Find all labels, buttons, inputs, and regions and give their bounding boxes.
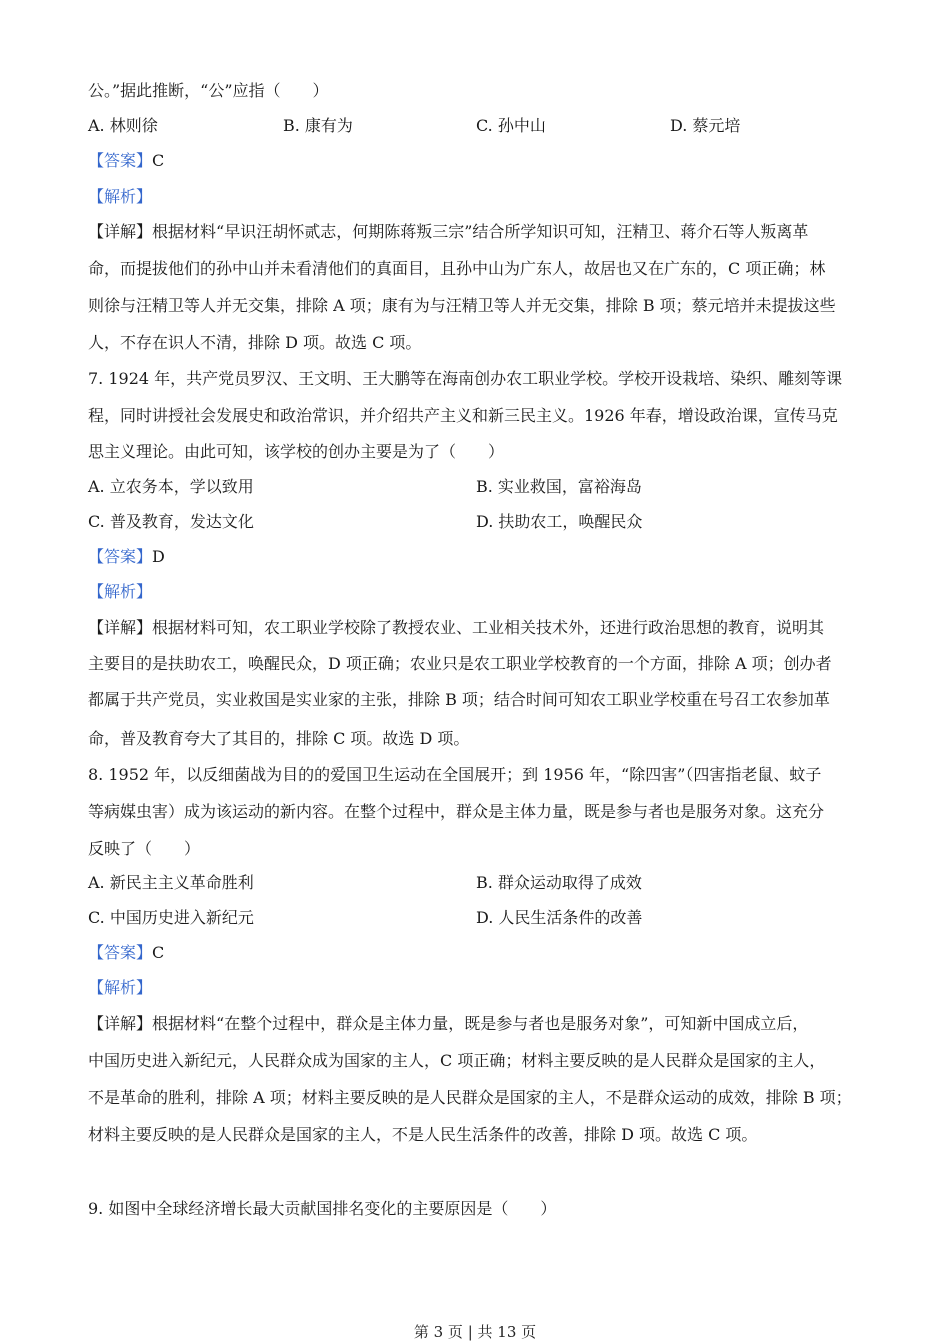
- q6-option-c: C. 孙中山: [476, 116, 546, 135]
- q8-option-d: D. 人民生活条件的改善: [476, 908, 643, 927]
- q7-answer-value: D: [152, 547, 165, 566]
- q8-detail-line-3: 不是革命的胜利，排除 A 项；材料主要反映的是人民群众是国家的主人，不是群众运动的成效，排除 B 项；: [88, 1088, 852, 1107]
- q8-option-a: A. 新民主主义革命胜利: [88, 873, 254, 892]
- q6-stem-end: 公。”据此推断，“公”应指（ ）: [88, 81, 329, 100]
- detail-label: 【详解】: [88, 618, 153, 637]
- q8-answer-line: [88, 942, 878, 964]
- q8-stem-line-3: 反映了（ ）: [88, 839, 201, 858]
- q6-answer-value: C: [152, 151, 165, 170]
- q7-detail-line-4: 命，普及教育夸大了其目的，排除 C 项。故选 D 项。: [88, 729, 470, 748]
- q7-answer-line: [88, 546, 878, 568]
- q6-detail-line-2: 命，而提拔他们的孙中山并未看清他们的真面目，且孙中山为广东人，故居也又在广东的，C 项正确；林: [88, 259, 826, 278]
- q7-stem-line-3: 思主义理论。由此可知，该学校的创办主要是为了（ ）: [88, 442, 505, 461]
- page-footer: 第 3 页 | 共 13 页: [413, 1323, 537, 1341]
- q8-answer-value: C: [152, 943, 165, 962]
- q9-stem: 9. 如图中全球经济增长最大贡献国排名变化的主要原因是（ ）: [88, 1199, 557, 1218]
- q8-detail-text-1: 根据材料“在整个过程中，群众是主体力量，既是参与者也是服务对象”，可知新中国成立后，: [152, 1014, 809, 1033]
- q6-detail-line-3: 则徐与汪精卫等人并无交集，排除 A 项；康有为与汪精卫等人并无交集，排除 B 项；蔡元培并未提拔这些: [88, 296, 836, 315]
- q6-detail-line-1: [88, 221, 878, 243]
- q6-detail-line-4: 人，不存在识人不清，排除 D 项。故选 C 项。: [88, 333, 422, 352]
- detail-label: 【详解】: [88, 222, 153, 241]
- q8-detail-line-1: [88, 1013, 878, 1035]
- q7-option-a: A. 立农务本，学以致用: [88, 477, 254, 496]
- q8-detail-line-2: 中国历史进入新纪元，人民群众成为国家的主人，C 项正确；材料主要反映的是人民群众是国家的主人，: [88, 1051, 826, 1070]
- q7-detail-text-1: 根据材料可知，农工职业学校除了教授农业、工业相关技术外，还进行政治思想的教育，说明其: [152, 618, 825, 637]
- q7-stem-line-2: 程，同时讲授社会发展史和政治常识，并介绍共产主义和新三民主义。1926 年春，增设政治课，宣传马克: [88, 406, 838, 425]
- answer-label: 【答案】: [88, 943, 153, 962]
- q7-detail-line-2: 主要目的是扶助农工，唤醒民众，D 项正确；农业只是农工职业学校教育的一个方面，排除 A 项；创办者: [88, 654, 832, 673]
- q6-option-a: A. 林则徐: [88, 116, 158, 135]
- q6-option-b: B. 康有为: [283, 116, 353, 135]
- q8-option-c: C. 中国历史进入新纪元: [88, 908, 254, 927]
- q7-detail-line-3: 都属于共产党员，实业救国是实业家的主张，排除 B 项；结合时间可知农工职业学校重在号召工农参加革: [88, 690, 830, 709]
- q7-detail-line-1: [88, 617, 878, 639]
- q7-option-b: B. 实业救国，富裕海岛: [476, 477, 642, 496]
- q6-analysis-label: 【解析】: [88, 187, 153, 206]
- q6-option-d: D. 蔡元培: [670, 116, 741, 135]
- q7-option-d: D. 扶助农工，唤醒民众: [476, 512, 643, 531]
- q8-detail-line-4: 材料主要反映的是人民群众是国家的主人，不是人民生活条件的改善，排除 D 项。故选 C 项。: [88, 1125, 758, 1144]
- answer-label: 【答案】: [88, 547, 153, 566]
- q7-stem-line-1: 7. 1924 年，共产党员罗汉、王文明、王大鹏等在海南创办农工职业学校。学校开设栽培、染织、雕刻等课: [88, 369, 843, 388]
- q7-analysis-label: 【解析】: [88, 582, 153, 601]
- answer-label: 【答案】: [88, 151, 153, 170]
- q8-stem-line-1: 8. 1952 年，以反细菌战为目的的爱国卫生运动在全国展开；到 1956 年，“除四害”（四害指老鼠、蚊子: [88, 765, 822, 784]
- q6-detail-text-1: 根据材料“早识汪胡怀贰志，何期陈蒋叛三宗”结合所学知识可知，汪精卫、蒋介石等人叛离革: [152, 222, 809, 241]
- q6-answer-line: [88, 150, 878, 172]
- detail-label: 【详解】: [88, 1014, 153, 1033]
- q8-analysis-label: 【解析】: [88, 978, 153, 997]
- q8-stem-line-2: 等病媒虫害）成为该运动的新内容。在整个过程中，群众是主体力量，既是参与者也是服务对象。这充分: [88, 802, 825, 821]
- q8-option-b: B. 群众运动取得了成效: [476, 873, 642, 892]
- q7-option-c: C. 普及教育，发达文化: [88, 512, 254, 531]
